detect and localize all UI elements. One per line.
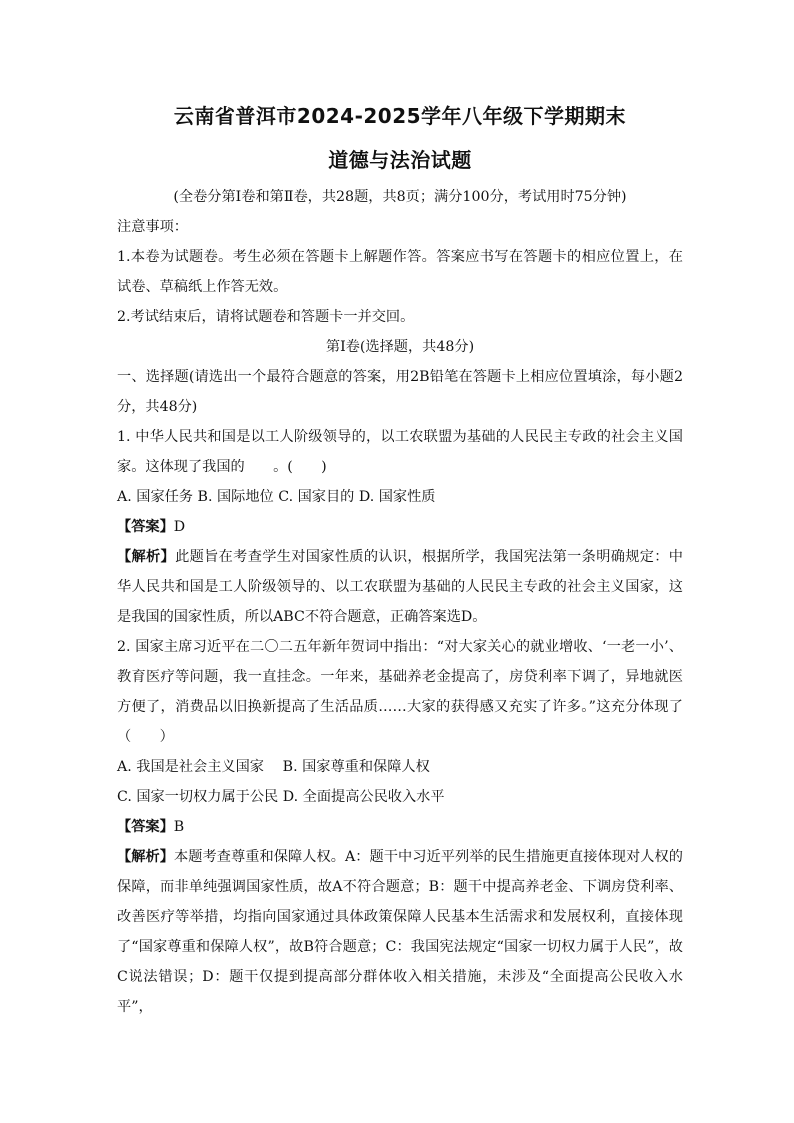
notes-heading: 注意事项： <box>117 219 188 235</box>
exam-scope: (全卷分第Ⅰ卷和第Ⅱ卷，共28题，共8页；满分100分，考试用时75分钟) <box>173 189 627 205</box>
analysis-paragraph <box>117 542 683 632</box>
notes-item-1: 1.本卷为试题卷。考生必须在答题卡上解题作答。答案应书写在答题卡的相应位置上，在试卷、草稿纸上作答无效。 <box>117 249 683 295</box>
answer-tag: 【答案】 <box>117 819 174 835</box>
analysis-text: 本题考查尊重和保障人权。A：题干中习近平列举的民生措施更直接体现对人权的保障，而非单纯强调国家性质，故A不符合题意；B：题干中提高养老金、下调房贷利率、改善医疗等举措，均指向国家通过具体政策保障人民基本生活需求和发展权利，直接体现了“国家尊重和保障人权”，故B符合题意；C：我国宪法规定“国家一切权力属于人民”，故C说法错误；D：题干仅提到提高部分群体收入相关措施，未涉及“全面提高公民收入水平”， <box>117 849 683 1015</box>
analysis-text: 此题旨在考查学生对国家性质的认识，根据所学，我国宪法第一条明确规定：中华人民共和国是工人阶级领导的、以工农联盟为基础的人民民主专政的社会主义国家，这是我国的国家性质，所以ABC不符合题意，正确答案选D。 <box>117 549 683 625</box>
section-instructions: 一、选择题(请选出一个最符合题意的答案，用2B铅笔在答题卡上相应位置填涂，每小题2分，共48分) <box>117 369 683 415</box>
exam-page <box>117 100 683 1022</box>
question-block <box>117 632 683 1022</box>
section-title: 第Ⅰ卷(选择题，共48分) <box>325 339 475 355</box>
answer-value: D <box>173 519 186 535</box>
question-options-row-2: C. 国家一切权力属于公民 D. 全面提高公民收入水平 <box>117 789 445 805</box>
question-stem: 2. 国家主席习近平在二〇二五年新年贺词中指出：“对大家关心的就业增收、‘一老一小’、教育医疗等问题，我一直挂念。一年来，基础养老金提高了，房贷利率下调了，异地就医方便了，消费品以旧换新提高了生活品质……大家的获得感又充实了许多。”这充分体现了（ ） <box>117 639 683 745</box>
answer-tag: 【答案】 <box>117 519 174 535</box>
notes-item-2: 2.考试结束后，请将试题卷和答题卡一并交回。 <box>117 309 415 325</box>
question-block <box>117 422 683 632</box>
answer-line <box>117 512 683 542</box>
question-options-row-1: A. 我国是社会主义国家 B. 国家尊重和保障人权 <box>117 759 430 775</box>
answer-line <box>117 812 683 842</box>
question-options: A. 国家任务 B. 国际地位 C. 国家目的 D. 国家性质 <box>117 489 436 505</box>
question-stem: 1. 中华人民共和国是以工人阶级领导的，以工农联盟为基础的人民民主专政的社会主义国家。这体现了我国的 。( ) <box>117 429 683 475</box>
exam-title: 云南省普洱市2024-2025学年八年级下学期期末 <box>173 104 627 128</box>
exam-subject-title: 道德与法治试题 <box>328 148 472 172</box>
analysis-tag: 【解析】 <box>117 549 176 565</box>
answer-value: B <box>173 819 185 835</box>
analysis-tag: 【解析】 <box>117 849 174 865</box>
analysis-paragraph <box>117 842 683 1022</box>
